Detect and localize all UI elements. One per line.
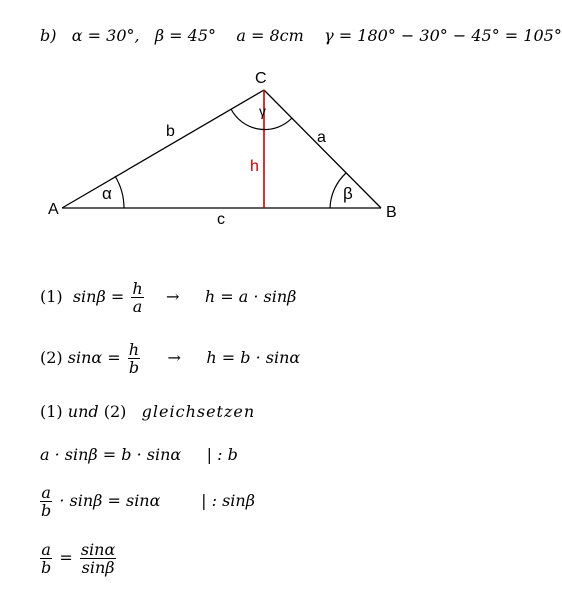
vertex-a-label: A bbox=[48, 201, 59, 218]
eq6-fraction-left bbox=[40, 541, 52, 576]
eq2-number: (2) bbox=[40, 348, 63, 367]
equation-4 bbox=[40, 445, 238, 464]
side-a-line bbox=[264, 90, 381, 208]
triangle-diagram bbox=[0, 0, 535, 250]
height-label: h bbox=[250, 158, 259, 175]
eq2-fraction-numerator: h bbox=[128, 340, 140, 359]
eq6-right-numerator: sinα bbox=[80, 540, 116, 559]
eq1-arrow: → bbox=[165, 287, 180, 306]
eq3-number-2: (2) bbox=[103, 402, 127, 421]
gamma-calculation: γ = 180° − 30° − 45° = 105° bbox=[324, 26, 562, 45]
eq2-arrow: → bbox=[167, 348, 181, 367]
side-a-label: a bbox=[317, 129, 326, 146]
eq1-fraction-numerator: h bbox=[132, 279, 143, 298]
equation-1 bbox=[40, 280, 296, 315]
equation-2 bbox=[40, 341, 300, 376]
angle-beta-label: β bbox=[343, 184, 353, 203]
angle-alpha-label: α bbox=[102, 184, 112, 203]
alpha-given: α = 30°, bbox=[71, 26, 140, 45]
a-given: a = 8cm bbox=[236, 26, 304, 45]
eq2-fraction bbox=[128, 341, 140, 376]
side-c-label: c bbox=[217, 211, 225, 228]
eq4-operation: | : b bbox=[206, 445, 238, 464]
side-b-label: b bbox=[166, 123, 175, 140]
side-b-line bbox=[62, 90, 264, 208]
eq5-fraction bbox=[40, 484, 52, 519]
eq5-fraction-denominator: b bbox=[41, 501, 52, 520]
eq1-fraction-denominator: a bbox=[132, 297, 143, 316]
equation-6 bbox=[38, 541, 118, 576]
equation-5 bbox=[38, 484, 255, 519]
beta-given: β = 45° bbox=[154, 26, 217, 45]
eq5-rhs: · sinβ = sinα bbox=[59, 491, 161, 510]
eq6-left-denominator: b bbox=[41, 558, 52, 577]
eq5-operation: | : sinβ bbox=[201, 491, 255, 510]
angle-gamma-label: γ bbox=[259, 103, 266, 119]
eq6-left-numerator: a bbox=[41, 540, 51, 559]
eq1-fraction bbox=[131, 280, 143, 315]
eq2-fraction-denominator: b bbox=[128, 358, 140, 377]
eq1-number: (1) bbox=[40, 287, 63, 306]
eq2-rhs: h = b · sinα bbox=[206, 348, 301, 367]
eq3-number-1: (1) bbox=[40, 402, 63, 421]
part-label: b) bbox=[40, 26, 57, 45]
eq1-rhs: h = a · sinβ bbox=[204, 287, 297, 306]
eq1-lhs: sinβ = bbox=[72, 287, 125, 306]
eq3-und: und bbox=[67, 402, 99, 421]
eq4-lhs: a · sinβ = b · sinα bbox=[40, 445, 182, 464]
eq3-text: gleichsetzen bbox=[141, 402, 256, 421]
eq2-lhs: sinα = bbox=[67, 348, 121, 367]
eq6-fraction-right bbox=[80, 541, 116, 576]
alpha-arc bbox=[115, 176, 124, 208]
eq6-right-denominator: sinβ bbox=[81, 558, 115, 577]
eq5-fraction-numerator: a bbox=[41, 483, 51, 502]
eq6-equals: = bbox=[59, 548, 73, 567]
vertex-b-label: B bbox=[386, 204, 397, 221]
equation-3 bbox=[40, 402, 255, 421]
vertex-c-label: C bbox=[255, 70, 267, 87]
